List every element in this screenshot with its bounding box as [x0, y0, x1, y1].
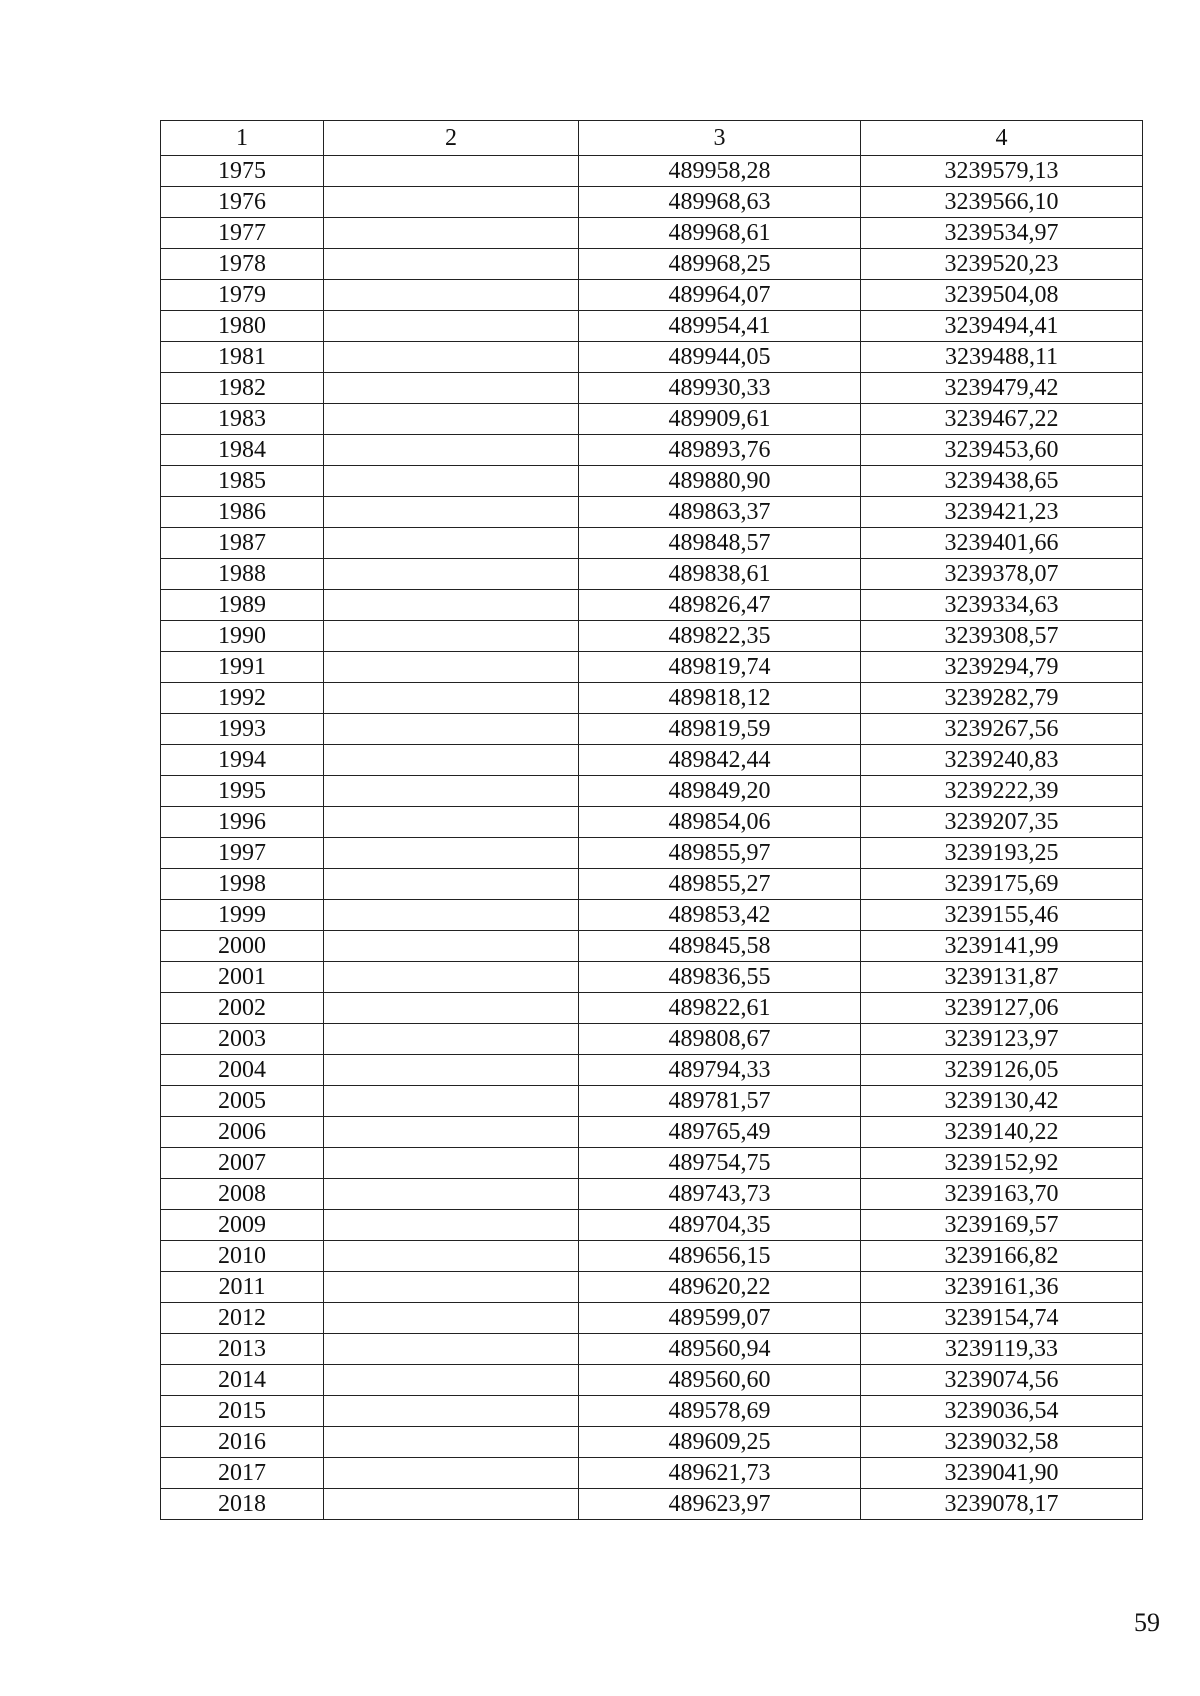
y-coordinate-cell: 3239131,87 [861, 962, 1143, 993]
y-coordinate-cell: 3239155,46 [861, 900, 1143, 931]
year-cell: 1978 [161, 249, 324, 280]
year-cell: 1987 [161, 528, 324, 559]
x-coordinate-cell: 489944,05 [579, 342, 861, 373]
empty-cell [324, 1024, 579, 1055]
table-header [161, 121, 1143, 156]
table-row [161, 1117, 1143, 1148]
x-coordinate-cell: 489968,61 [579, 218, 861, 249]
x-coordinate-cell: 489822,61 [579, 993, 861, 1024]
table-row [161, 776, 1143, 807]
x-coordinate-cell: 489842,44 [579, 745, 861, 776]
x-coordinate-cell: 489930,33 [579, 373, 861, 404]
y-coordinate-cell: 3239467,22 [861, 404, 1143, 435]
empty-cell [324, 590, 579, 621]
table-row [161, 528, 1143, 559]
table-row [161, 156, 1143, 187]
table-row [161, 869, 1143, 900]
empty-cell [324, 280, 579, 311]
x-coordinate-cell: 489599,07 [579, 1303, 861, 1334]
y-coordinate-cell: 3239334,63 [861, 590, 1143, 621]
table-row [161, 1210, 1143, 1241]
y-coordinate-cell: 3239504,08 [861, 280, 1143, 311]
x-coordinate-cell: 489848,57 [579, 528, 861, 559]
x-coordinate-cell: 489968,25 [579, 249, 861, 280]
year-cell: 2004 [161, 1055, 324, 1086]
year-cell: 1984 [161, 435, 324, 466]
table-row [161, 745, 1143, 776]
column-header-3: 3 [579, 121, 861, 156]
y-coordinate-cell: 3239438,65 [861, 466, 1143, 497]
x-coordinate-cell: 489623,97 [579, 1489, 861, 1520]
y-coordinate-cell: 3239566,10 [861, 187, 1143, 218]
y-coordinate-cell: 3239494,41 [861, 311, 1143, 342]
empty-cell [324, 1458, 579, 1489]
y-coordinate-cell: 3239130,42 [861, 1086, 1143, 1117]
empty-cell [324, 931, 579, 962]
year-cell: 1999 [161, 900, 324, 931]
y-coordinate-cell: 3239294,79 [861, 652, 1143, 683]
y-coordinate-cell: 3239378,07 [861, 559, 1143, 590]
empty-cell [324, 745, 579, 776]
year-cell: 1975 [161, 156, 324, 187]
y-coordinate-cell: 3239579,13 [861, 156, 1143, 187]
x-coordinate-cell: 489855,27 [579, 869, 861, 900]
year-cell: 2006 [161, 1117, 324, 1148]
table-row [161, 559, 1143, 590]
table-row [161, 1055, 1143, 1086]
table-row [161, 373, 1143, 404]
year-cell: 2009 [161, 1210, 324, 1241]
table-row [161, 1086, 1143, 1117]
year-cell: 1996 [161, 807, 324, 838]
empty-cell [324, 776, 579, 807]
year-cell: 1977 [161, 218, 324, 249]
y-coordinate-cell: 3239119,33 [861, 1334, 1143, 1365]
empty-cell [324, 1427, 579, 1458]
empty-cell [324, 466, 579, 497]
y-coordinate-cell: 3239308,57 [861, 621, 1143, 652]
page-number: 59 [1134, 1608, 1160, 1637]
x-coordinate-cell: 489880,90 [579, 466, 861, 497]
year-cell: 2013 [161, 1334, 324, 1365]
table-row [161, 404, 1143, 435]
x-coordinate-cell: 489954,41 [579, 311, 861, 342]
year-cell: 1976 [161, 187, 324, 218]
empty-cell [324, 993, 579, 1024]
table-row [161, 993, 1143, 1024]
empty-cell [324, 714, 579, 745]
table-row [161, 1024, 1143, 1055]
empty-cell [324, 962, 579, 993]
x-coordinate-cell: 489838,61 [579, 559, 861, 590]
x-coordinate-cell: 489853,42 [579, 900, 861, 931]
y-coordinate-cell: 3239520,23 [861, 249, 1143, 280]
x-coordinate-cell: 489845,58 [579, 931, 861, 962]
empty-cell [324, 342, 579, 373]
empty-cell [324, 1055, 579, 1086]
x-coordinate-cell: 489819,59 [579, 714, 861, 745]
y-coordinate-cell: 3239166,82 [861, 1241, 1143, 1272]
y-coordinate-cell: 3239282,79 [861, 683, 1143, 714]
empty-cell [324, 218, 579, 249]
empty-cell [324, 1272, 579, 1303]
x-coordinate-cell: 489964,07 [579, 280, 861, 311]
year-cell: 2018 [161, 1489, 324, 1520]
x-coordinate-cell: 489621,73 [579, 1458, 861, 1489]
y-coordinate-cell: 3239141,99 [861, 931, 1143, 962]
table-row [161, 962, 1143, 993]
y-coordinate-cell: 3239163,70 [861, 1179, 1143, 1210]
year-cell: 2000 [161, 931, 324, 962]
empty-cell [324, 1489, 579, 1520]
year-cell: 2015 [161, 1396, 324, 1427]
table-row [161, 1427, 1143, 1458]
x-coordinate-cell: 489781,57 [579, 1086, 861, 1117]
table-row [161, 683, 1143, 714]
y-coordinate-cell: 3239401,66 [861, 528, 1143, 559]
empty-cell [324, 621, 579, 652]
table-row [161, 435, 1143, 466]
table-row [161, 187, 1143, 218]
x-coordinate-cell: 489909,61 [579, 404, 861, 435]
empty-cell [324, 1179, 579, 1210]
table-row [161, 1303, 1143, 1334]
column-header-1: 1 [161, 121, 324, 156]
year-cell: 2002 [161, 993, 324, 1024]
x-coordinate-cell: 489656,15 [579, 1241, 861, 1272]
y-coordinate-cell: 3239534,97 [861, 218, 1143, 249]
x-coordinate-cell: 489855,97 [579, 838, 861, 869]
y-coordinate-cell: 3239036,54 [861, 1396, 1143, 1427]
empty-cell [324, 1396, 579, 1427]
year-cell: 1979 [161, 280, 324, 311]
coordinates-table [160, 120, 1143, 1520]
empty-cell [324, 373, 579, 404]
x-coordinate-cell: 489808,67 [579, 1024, 861, 1055]
empty-cell [324, 807, 579, 838]
y-coordinate-cell: 3239154,74 [861, 1303, 1143, 1334]
table-row [161, 1396, 1143, 1427]
y-coordinate-cell: 3239078,17 [861, 1489, 1143, 1520]
empty-cell [324, 1334, 579, 1365]
table-row [161, 1365, 1143, 1396]
table-row [161, 311, 1143, 342]
x-coordinate-cell: 489958,28 [579, 156, 861, 187]
year-cell: 1985 [161, 466, 324, 497]
y-coordinate-cell: 3239267,56 [861, 714, 1143, 745]
empty-cell [324, 249, 579, 280]
y-coordinate-cell: 3239041,90 [861, 1458, 1143, 1489]
table-row [161, 1148, 1143, 1179]
year-cell: 2005 [161, 1086, 324, 1117]
y-coordinate-cell: 3239152,92 [861, 1148, 1143, 1179]
year-cell: 2001 [161, 962, 324, 993]
header-row [161, 121, 1143, 156]
empty-cell [324, 1148, 579, 1179]
year-cell: 1990 [161, 621, 324, 652]
x-coordinate-cell: 489849,20 [579, 776, 861, 807]
table-row [161, 1272, 1143, 1303]
x-coordinate-cell: 489609,25 [579, 1427, 861, 1458]
empty-cell [324, 187, 579, 218]
empty-cell [324, 311, 579, 342]
x-coordinate-cell: 489818,12 [579, 683, 861, 714]
column-header-4: 4 [861, 121, 1143, 156]
y-coordinate-cell: 3239161,36 [861, 1272, 1143, 1303]
table-row [161, 280, 1143, 311]
year-cell: 1982 [161, 373, 324, 404]
table-row [161, 838, 1143, 869]
table-row [161, 497, 1143, 528]
year-cell: 1992 [161, 683, 324, 714]
table-row [161, 1241, 1143, 1272]
y-coordinate-cell: 3239126,05 [861, 1055, 1143, 1086]
table-row [161, 466, 1143, 497]
empty-cell [324, 1210, 579, 1241]
x-coordinate-cell: 489704,35 [579, 1210, 861, 1241]
empty-cell [324, 1303, 579, 1334]
empty-cell [324, 1241, 579, 1272]
x-coordinate-cell: 489822,35 [579, 621, 861, 652]
year-cell: 1991 [161, 652, 324, 683]
year-cell: 1993 [161, 714, 324, 745]
x-coordinate-cell: 489819,74 [579, 652, 861, 683]
table-row [161, 218, 1143, 249]
table-row [161, 900, 1143, 931]
y-coordinate-cell: 3239240,83 [861, 745, 1143, 776]
column-header-2: 2 [324, 121, 579, 156]
empty-cell [324, 404, 579, 435]
x-coordinate-cell: 489826,47 [579, 590, 861, 621]
year-cell: 2012 [161, 1303, 324, 1334]
table-row [161, 714, 1143, 745]
empty-cell [324, 528, 579, 559]
table-row [161, 1489, 1143, 1520]
table-row [161, 1179, 1143, 1210]
year-cell: 1981 [161, 342, 324, 373]
y-coordinate-cell: 3239074,56 [861, 1365, 1143, 1396]
y-coordinate-cell: 3239421,23 [861, 497, 1143, 528]
year-cell: 1983 [161, 404, 324, 435]
table-row [161, 1458, 1143, 1489]
year-cell: 2016 [161, 1427, 324, 1458]
x-coordinate-cell: 489968,63 [579, 187, 861, 218]
x-coordinate-cell: 489560,60 [579, 1365, 861, 1396]
x-coordinate-cell: 489854,06 [579, 807, 861, 838]
table-row [161, 590, 1143, 621]
y-coordinate-cell: 3239169,57 [861, 1210, 1143, 1241]
y-coordinate-cell: 3239032,58 [861, 1427, 1143, 1458]
year-cell: 1997 [161, 838, 324, 869]
table-row [161, 249, 1143, 280]
table-row [161, 1334, 1143, 1365]
x-coordinate-cell: 489578,69 [579, 1396, 861, 1427]
year-cell: 2014 [161, 1365, 324, 1396]
year-cell: 1988 [161, 559, 324, 590]
year-cell: 1989 [161, 590, 324, 621]
year-cell: 2010 [161, 1241, 324, 1272]
empty-cell [324, 435, 579, 466]
empty-cell [324, 652, 579, 683]
empty-cell [324, 559, 579, 590]
x-coordinate-cell: 489893,76 [579, 435, 861, 466]
year-cell: 2017 [161, 1458, 324, 1489]
y-coordinate-cell: 3239175,69 [861, 869, 1143, 900]
table-row [161, 652, 1143, 683]
y-coordinate-cell: 3239488,11 [861, 342, 1143, 373]
year-cell: 1980 [161, 311, 324, 342]
empty-cell [324, 1117, 579, 1148]
year-cell: 1994 [161, 745, 324, 776]
empty-cell [324, 1086, 579, 1117]
x-coordinate-cell: 489863,37 [579, 497, 861, 528]
y-coordinate-cell: 3239123,97 [861, 1024, 1143, 1055]
y-coordinate-cell: 3239479,42 [861, 373, 1143, 404]
year-cell: 1998 [161, 869, 324, 900]
table-row [161, 807, 1143, 838]
empty-cell [324, 156, 579, 187]
x-coordinate-cell: 489560,94 [579, 1334, 861, 1365]
table-row [161, 621, 1143, 652]
y-coordinate-cell: 3239127,06 [861, 993, 1143, 1024]
y-coordinate-cell: 3239193,25 [861, 838, 1143, 869]
x-coordinate-cell: 489754,75 [579, 1148, 861, 1179]
y-coordinate-cell: 3239140,22 [861, 1117, 1143, 1148]
table-body [161, 156, 1143, 1520]
year-cell: 2011 [161, 1272, 324, 1303]
x-coordinate-cell: 489620,22 [579, 1272, 861, 1303]
y-coordinate-cell: 3239222,39 [861, 776, 1143, 807]
empty-cell [324, 838, 579, 869]
year-cell: 1986 [161, 497, 324, 528]
empty-cell [324, 683, 579, 714]
x-coordinate-cell: 489836,55 [579, 962, 861, 993]
year-cell: 1995 [161, 776, 324, 807]
year-cell: 2003 [161, 1024, 324, 1055]
y-coordinate-cell: 3239207,35 [861, 807, 1143, 838]
x-coordinate-cell: 489743,73 [579, 1179, 861, 1210]
empty-cell [324, 900, 579, 931]
empty-cell [324, 869, 579, 900]
table-row [161, 931, 1143, 962]
y-coordinate-cell: 3239453,60 [861, 435, 1143, 466]
empty-cell [324, 1365, 579, 1396]
year-cell: 2008 [161, 1179, 324, 1210]
table-row [161, 342, 1143, 373]
x-coordinate-cell: 489765,49 [579, 1117, 861, 1148]
year-cell: 2007 [161, 1148, 324, 1179]
empty-cell [324, 497, 579, 528]
x-coordinate-cell: 489794,33 [579, 1055, 861, 1086]
